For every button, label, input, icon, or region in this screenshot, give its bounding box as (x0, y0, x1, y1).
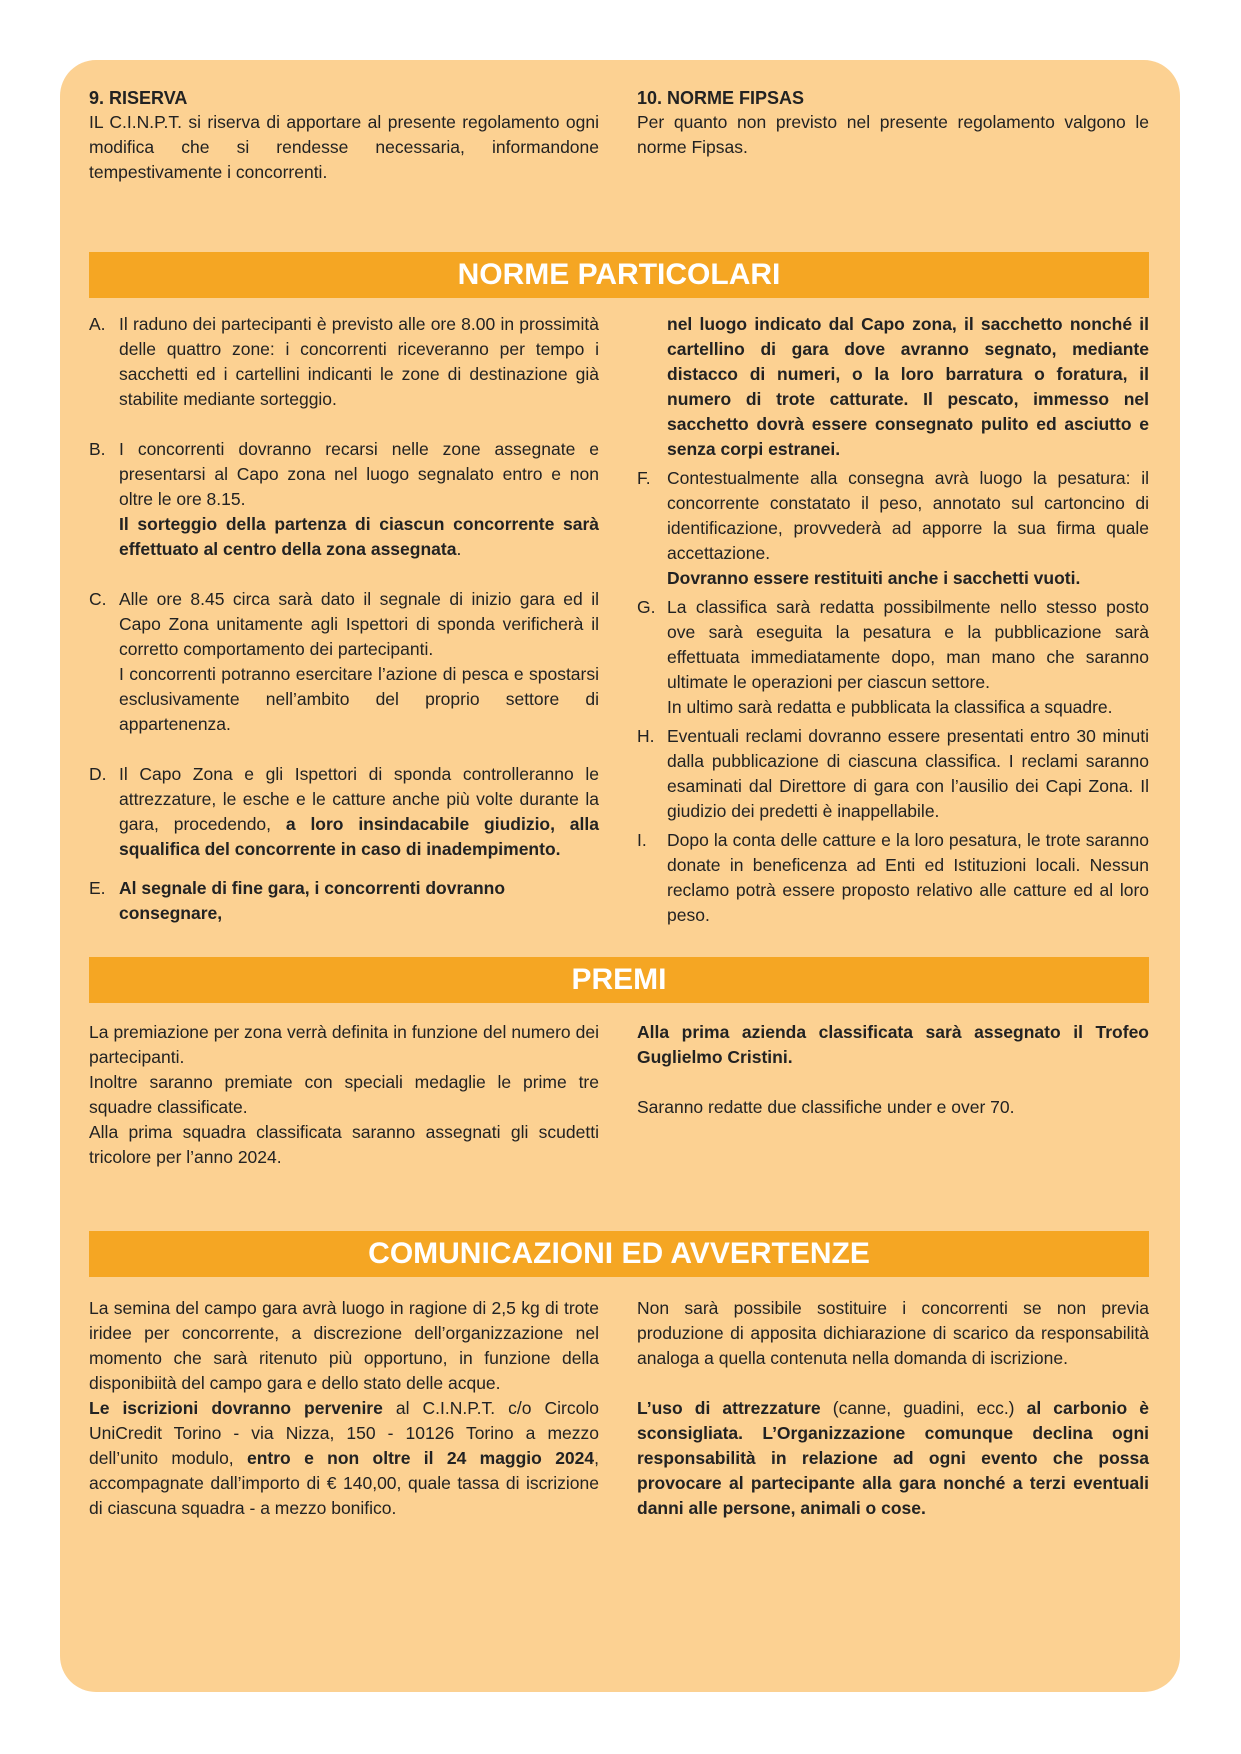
premi-text: La premiazione per zona verrà definita in funzione del numero dei partecipanti. (89, 1022, 599, 1067)
norme-left-column (89, 312, 599, 926)
rule-d (89, 762, 599, 862)
banner-norme-particolari: NORME PARTICOLARI (89, 252, 1149, 298)
rule-letter: A. (89, 314, 106, 334)
rule-c (89, 587, 599, 737)
plain-text: (canne, guadini, ecc.) (820, 1398, 1027, 1418)
rule-text: Alle ore 8.45 circa sarà dato il segnale di inizio gara ed il Capo Zona unitamente agli Ispettori di sponda verificherà il corretto comportamento dei partecipanti. (119, 589, 599, 659)
rule-a (89, 312, 599, 412)
premi-left-column (89, 1020, 599, 1170)
rule-letter: F. (637, 468, 651, 488)
rule-e-continued (637, 312, 1149, 462)
rule-text: La classifica sarà redatta possibilmente nello stesso posto ove sarà eseguita la pesatura e la pubblicazione sarà effettuata immediatamente dopo, man mano che saranno ultimate le operazioni per ciascun settore. (667, 597, 1149, 692)
rule-e (89, 876, 599, 926)
rule-bold-text: Dovranno essere restituiti anche i sacchetti vuoti. (667, 568, 1081, 588)
bold-text: Le iscrizioni dovranno pervenire (89, 1398, 383, 1418)
comunicazioni-sostituzione-text: Non sarà possibile sostituire i concorrenti se non previa produzione di apposita dichiarazione di scarico da responsabilità analoga a quella contenuta nella domanda di iscrizione. (637, 1298, 1149, 1368)
bold-text: L’uso di attrezzature (637, 1398, 821, 1418)
comunicazioni-right-column (637, 1296, 1149, 1521)
rule-letter: E. (89, 878, 106, 898)
rule-i (637, 828, 1149, 928)
comunicazioni-left-column (89, 1296, 599, 1521)
plain-text: , accompagnate dall’importo di € 140,00, quale tassa di iscrizione di ciascuna squadra - a mezzo bonifico. (89, 1448, 599, 1518)
bold-text: al carbonio è sconsigliata. L’Organizzazione comunque declina ogni responsabilità in relazione ad ogni evento che possa provocare al partecipante alla gara nonché a terzi eventuali danni alle persone, animali o cose. (637, 1398, 1150, 1518)
premi-right-column (637, 1020, 1149, 1120)
rule-letter: B. (89, 439, 106, 459)
rule-f (637, 466, 1149, 591)
norme-right-column (637, 312, 1149, 928)
rule-text: Dopo la conta delle catture e la loro pesatura, le trote saranno donate in beneficenza ad Enti ed Istituzioni locali. Nessun reclamo potrà essere proposto relativo alle catture ed al loro peso. (667, 830, 1149, 925)
section-riserva (89, 86, 599, 185)
rule-text: Il Capo Zona e gli Ispettori di sponda controlleranno le attrezzature, le esche e le catture anche più volte durante la gara, procedendo, (119, 764, 599, 834)
rule-g (637, 595, 1149, 720)
rule-text: I concorrenti dovranno recarsi nelle zone assegnate e presentarsi al Capo zona nel luogo segnalato entro e non oltre le ore 8.15. (119, 439, 599, 509)
rule-text: Eventuali reclami dovranno essere presentati entro 30 minuti dalla pubblicazione di ciascuna classifica. I reclami saranno esaminati dal Direttore di gara con l’ausilio dei Capi Zona. Il giudizio dei predetti è inappellabile. (667, 726, 1149, 821)
rule-bold-text: a loro insindacabile giudizio, alla squalifica del concorrente in caso di inadempimento. (119, 814, 599, 859)
rule-text: I concorrenti potranno esercitare l’azione di pesca e spostarsi esclusivamente nell’ambito del proprio settore di appartenenza. (119, 664, 599, 734)
premi-classifiche-text: Saranno redatte due classifiche under e over 70. (637, 1097, 1015, 1117)
banner-premi: PREMI (89, 957, 1149, 1003)
rule-bold-text: nel luogo indicato dal Capo zona, il sacchetto nonché il cartellino di gara dove avranno segnato, mediante distacco di numeri, o la loro barratura o foratura, il numero di trote catturate. Il pescato, immesso nel sacchetto dovrà essere consegnato pulito ed asciutto e senza corpi estranei. (667, 314, 1149, 459)
rule-b (89, 437, 599, 562)
comunicazioni-attrezzature-text (637, 1396, 1149, 1521)
premi-text: Inoltre saranno premiate con speciali medaglie le prime tre squadre classificate. (89, 1072, 599, 1117)
comunicazioni-iscrizioni-text (89, 1396, 599, 1521)
banner-comunicazioni: COMUNICAZIONI ED AVVERTENZE (89, 1231, 1149, 1277)
rule-h (637, 724, 1149, 824)
rule-text: In ultimo sarà redatta e pubblicata la classifica a squadre. (667, 697, 1113, 717)
plain-text: al C.I.N.P.T. c/o Circolo UniCredit Torino - via Nizza, 150 - 10126 Torino a mezzo dell’unito modulo, (89, 1398, 599, 1468)
norme-fipsas-text: Per quanto non previsto nel presente regolamento valgono le norme Fipsas. (637, 112, 1149, 157)
riserva-text: IL C.I.N.P.T. si riserva di apportare al presente regolamento ogni modifica che si rendesse necessaria, informandone tempestivamente i concorrenti. (89, 112, 599, 182)
rule-letter: I. (637, 830, 647, 850)
norme-fipsas-title: 10. NORME FIPSAS (637, 88, 805, 108)
riserva-title: 9. RISERVA (89, 88, 188, 108)
bold-text: entro e non oltre il 24 maggio 2024 (247, 1448, 595, 1468)
rule-bold-text: Il sorteggio della partenza di ciascun concorrente sarà effettuato al centro della zona assegnata (119, 514, 599, 559)
rule-letter: C. (89, 589, 107, 609)
section-norme-fipsas (637, 86, 1149, 160)
premi-text: Alla prima squadra classificata saranno assegnati gli scudetti tricolore per l’anno 2024. (89, 1122, 599, 1167)
rule-bold-text: Al segnale di fine gara, i concorrenti dovranno consegnare, (119, 878, 506, 923)
rule-letter: G. (637, 597, 656, 617)
rule-text: Il raduno dei partecipanti è previsto alle ore 8.00 in prossimità delle quattro zone: i concorrenti riceveranno per tempo i sacchetti ed i cartellini indicanti le zone di destinazione già stabilite mediante sorteggio. (119, 314, 599, 409)
premi-trofeo-text: Alla prima azienda classificata sarà assegnato il Trofeo Guglielmo Cristini. (637, 1022, 1149, 1067)
rule-text-end: . (456, 539, 462, 559)
rule-text: Contestualmente alla consegna avrà luogo la pesatura: il concorrente constatato il peso, annotato sul cartoncino di identificazione, provvederà ad apporre la sua firma quale accettazione. (667, 468, 1149, 563)
comunicazioni-semina-text: La semina del campo gara avrà luogo in ragione di 2,5 kg di trote iridee per concorrente, a discrezione dell’organizzazione nel momento che sarà ritenuto più opportuno, in funzione della disponibiità del campo gara e dello stato delle acque. (89, 1298, 599, 1393)
rule-letter: D. (89, 764, 107, 784)
rule-letter: H. (637, 726, 655, 746)
